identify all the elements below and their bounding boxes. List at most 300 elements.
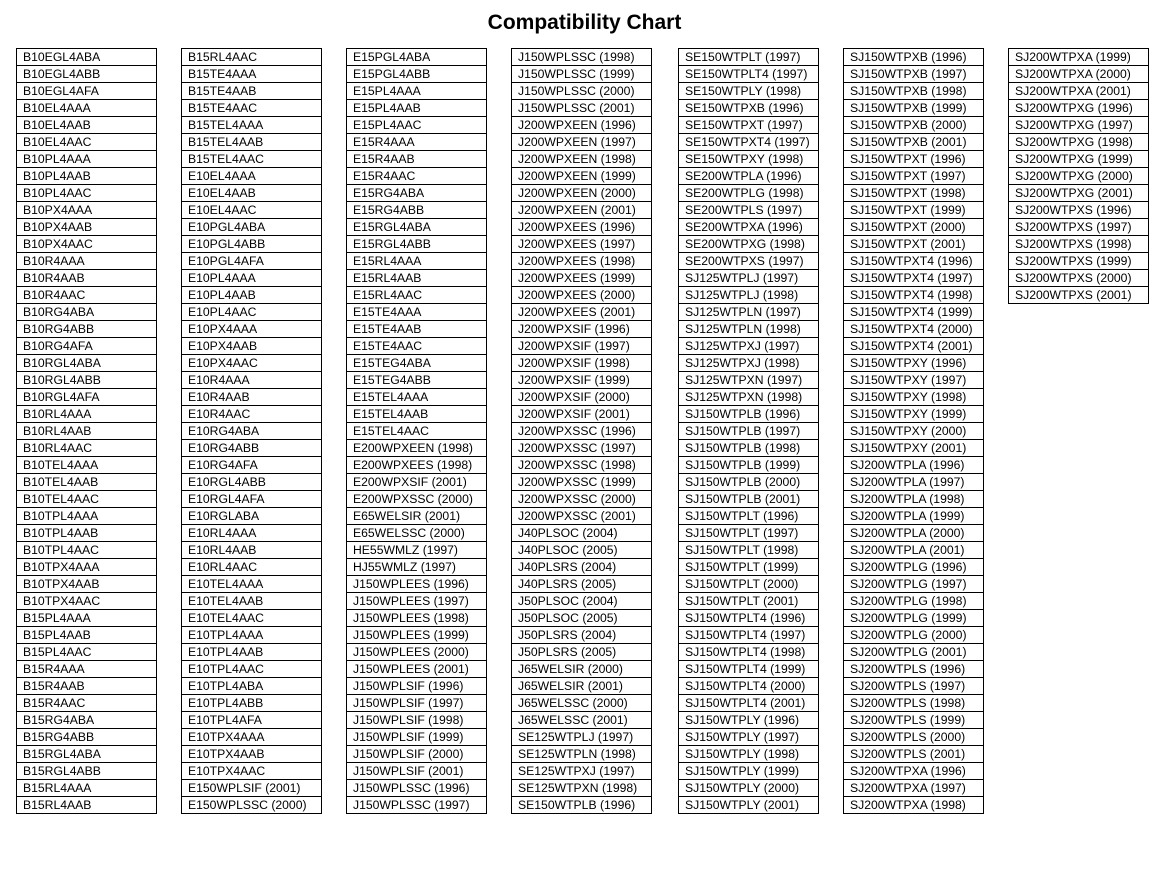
table-row: [512, 338, 652, 355]
table-row: [512, 355, 652, 372]
table-row: [679, 746, 819, 763]
table-row: [17, 372, 157, 389]
model-cell: B10TPL4AAA: [17, 508, 157, 525]
table-row: [679, 576, 819, 593]
table-row: [17, 355, 157, 372]
model-cell: J150WPLEES (1998): [347, 610, 487, 627]
table-row: [844, 457, 984, 474]
model-cell: SJ150WTPLB (1998): [679, 440, 819, 457]
table-row: [844, 321, 984, 338]
model-cell: SE200WTPLG (1998): [679, 185, 819, 202]
table-row: [512, 83, 652, 100]
model-cell: SJ150WTPXT4 (1996): [844, 253, 984, 270]
model-cell: SJ150WTPLB (1997): [679, 423, 819, 440]
table-row: [679, 559, 819, 576]
model-cell: B10TPL4AAC: [17, 542, 157, 559]
model-cell: SJ150WTPLY (2000): [679, 780, 819, 797]
model-cell: SJ200WTPLA (1999): [844, 508, 984, 525]
compatibility-column-4: [511, 48, 652, 814]
model-cell: E10TPX4AAB: [182, 746, 322, 763]
model-cell: B15RG4ABA: [17, 712, 157, 729]
model-cell: J150WPLSSC (1997): [347, 797, 487, 814]
model-cell: B15TE4AAC: [182, 100, 322, 117]
model-cell: J40PLSRS (2004): [512, 559, 652, 576]
model-cell: SE150WTPXB (1996): [679, 100, 819, 117]
table-row: [844, 542, 984, 559]
table-row: [17, 627, 157, 644]
table-row: [844, 134, 984, 151]
table-row: [17, 83, 157, 100]
table-row: [17, 559, 157, 576]
model-cell: SJ200WTPXS (1998): [1009, 236, 1149, 253]
model-cell: E15TEL4AAA: [347, 389, 487, 406]
model-cell: B10RL4AAA: [17, 406, 157, 423]
model-cell: J200WPXEEN (1999): [512, 168, 652, 185]
table-row: [679, 236, 819, 253]
table-row: [844, 202, 984, 219]
table-row: [17, 491, 157, 508]
table-row: [844, 117, 984, 134]
model-cell: SJ200WTPLA (2000): [844, 525, 984, 542]
table-row: [844, 559, 984, 576]
model-cell: J200WPXEES (2000): [512, 287, 652, 304]
model-cell: SJ200WTPLS (1997): [844, 678, 984, 695]
table-row: [512, 525, 652, 542]
table-row: [679, 287, 819, 304]
table-row: [17, 236, 157, 253]
table-row: [182, 287, 322, 304]
table-row: [347, 83, 487, 100]
table-row: [512, 559, 652, 576]
model-cell: E15TE4AAB: [347, 321, 487, 338]
model-cell: E15PGL4ABB: [347, 66, 487, 83]
model-cell: SJ200WTPLA (1997): [844, 474, 984, 491]
model-cell: B10EGL4AFA: [17, 83, 157, 100]
table-row: [844, 304, 984, 321]
model-cell: E10RL4AAC: [182, 559, 322, 576]
table-row: [512, 66, 652, 83]
table-row: [347, 389, 487, 406]
model-cell: SE150WTPXT4 (1997): [679, 134, 819, 151]
table-row: [347, 559, 487, 576]
table-row: [844, 423, 984, 440]
table-row: [844, 355, 984, 372]
model-cell: SJ200WTPXS (2000): [1009, 270, 1149, 287]
table-row: [1009, 100, 1149, 117]
table-row: [182, 49, 322, 66]
model-cell: SJ150WTPLT (1998): [679, 542, 819, 559]
model-cell: E10R4AAC: [182, 406, 322, 423]
model-cell: J200WPXSIF (1997): [512, 338, 652, 355]
model-cell: J150WPLEES (2001): [347, 661, 487, 678]
table-row: [679, 49, 819, 66]
model-cell: E10R4AAB: [182, 389, 322, 406]
table-row: [679, 100, 819, 117]
table-row: [182, 406, 322, 423]
model-cell: SJ150WTPLB (2001): [679, 491, 819, 508]
model-cell: J150WPLEES (1999): [347, 627, 487, 644]
model-cell: SJ150WTPLT4 (1997): [679, 627, 819, 644]
model-cell: B10PX4AAB: [17, 219, 157, 236]
model-cell: B10EL4AAB: [17, 117, 157, 134]
table-row: [1009, 185, 1149, 202]
table-row: [347, 763, 487, 780]
table-row: [182, 66, 322, 83]
compatibility-column-1: [16, 48, 157, 814]
table-row: [347, 49, 487, 66]
model-cell: B10RL4AAB: [17, 423, 157, 440]
table-row: [182, 100, 322, 117]
model-cell: E10EL4AAB: [182, 185, 322, 202]
table-row: [679, 372, 819, 389]
model-cell: SJ150WTPLT (1999): [679, 559, 819, 576]
model-cell: J150WPLSSC (1998): [512, 49, 652, 66]
model-cell: SE150WTPXT (1997): [679, 117, 819, 134]
table-row: [347, 236, 487, 253]
model-cell: B10EGL4ABB: [17, 66, 157, 83]
table-row: [1009, 168, 1149, 185]
model-cell: SJ200WTPXS (1999): [1009, 253, 1149, 270]
table-row: [679, 134, 819, 151]
table-row: [679, 321, 819, 338]
model-cell: E15TEG4ABB: [347, 372, 487, 389]
model-cell: J150WPLSIF (2000): [347, 746, 487, 763]
table-row: [347, 372, 487, 389]
model-cell: SJ150WTPLT (2000): [679, 576, 819, 593]
table-row: [347, 185, 487, 202]
model-cell: SJ150WTPXT (2001): [844, 236, 984, 253]
table-row: [17, 202, 157, 219]
model-cell: E10EL4AAA: [182, 168, 322, 185]
table-row: [679, 389, 819, 406]
table-row: [17, 321, 157, 338]
model-cell: B10EL4AAA: [17, 100, 157, 117]
model-cell: SJ150WTPLY (1996): [679, 712, 819, 729]
table-row: [1009, 83, 1149, 100]
table-row: [512, 202, 652, 219]
table-row: [182, 797, 322, 814]
model-cell: B15R4AAC: [17, 695, 157, 712]
model-cell: E15TE4AAA: [347, 304, 487, 321]
table-row: [844, 389, 984, 406]
model-cell: SJ200WTPXA (1998): [844, 797, 984, 814]
model-cell: E10TPL4AAC: [182, 661, 322, 678]
model-cell: B15RGL4ABB: [17, 763, 157, 780]
table-row: [512, 117, 652, 134]
table-row: [679, 440, 819, 457]
table-row: [347, 168, 487, 185]
model-cell: J200WPXSIF (2000): [512, 389, 652, 406]
table-row: [347, 440, 487, 457]
table-row: [679, 338, 819, 355]
model-cell: E10RGL4AFA: [182, 491, 322, 508]
model-cell: SJ150WTPLT4 (1999): [679, 661, 819, 678]
model-cell: SJ150WTPXY (1998): [844, 389, 984, 406]
model-cell: E10PL4AAB: [182, 287, 322, 304]
table-row: [844, 474, 984, 491]
table-row: [182, 746, 322, 763]
table-row: [17, 168, 157, 185]
table-row: [679, 661, 819, 678]
table-row: [844, 372, 984, 389]
table-row: [347, 712, 487, 729]
table-row: [844, 253, 984, 270]
table-row: [844, 83, 984, 100]
table-row: [347, 202, 487, 219]
table-row: [17, 678, 157, 695]
model-cell: E10RG4AFA: [182, 457, 322, 474]
model-cell: SJ200WTPXG (1998): [1009, 134, 1149, 151]
model-cell: SJ200WTPXA (1999): [1009, 49, 1149, 66]
model-cell: HE55WMLZ (1997): [347, 542, 487, 559]
model-cell: SJ200WTPLG (2001): [844, 644, 984, 661]
model-cell: B10PL4AAB: [17, 168, 157, 185]
model-cell: SE125WTPXN (1998): [512, 780, 652, 797]
model-cell: E15R4AAA: [347, 134, 487, 151]
table-row: [844, 712, 984, 729]
model-cell: B10RGL4ABA: [17, 355, 157, 372]
model-cell: SJ125WTPXJ (1997): [679, 338, 819, 355]
table-row: [182, 219, 322, 236]
table-row: [182, 440, 322, 457]
model-cell: SE150WTPLY (1998): [679, 83, 819, 100]
model-cell: SJ200WTPLA (1998): [844, 491, 984, 508]
table-row: [347, 151, 487, 168]
model-cell: B10PX4AAC: [17, 236, 157, 253]
table-row: [347, 627, 487, 644]
table-row: [679, 525, 819, 542]
table-row: [844, 763, 984, 780]
model-cell: SE150WTPLT (1997): [679, 49, 819, 66]
model-cell: B10TEL4AAA: [17, 457, 157, 474]
model-cell: J200WPXSSC (2001): [512, 508, 652, 525]
table-row: [679, 253, 819, 270]
table-row: [512, 746, 652, 763]
table-row: [512, 627, 652, 644]
table-row: [347, 474, 487, 491]
table-row: [17, 253, 157, 270]
model-cell: J150WPLSIF (2001): [347, 763, 487, 780]
model-cell: SJ150WTPLB (1999): [679, 457, 819, 474]
model-cell: E65WELSSC (2000): [347, 525, 487, 542]
model-cell: E15RL4AAA: [347, 253, 487, 270]
model-cell: B10PL4AAA: [17, 151, 157, 168]
table-row: [17, 712, 157, 729]
model-cell: J200WPXSIF (2001): [512, 406, 652, 423]
table-row: [512, 423, 652, 440]
table-row: [512, 321, 652, 338]
table-row: [512, 780, 652, 797]
table-row: [347, 117, 487, 134]
model-cell: J200WPXSIF (1998): [512, 355, 652, 372]
model-cell: E10RL4AAB: [182, 542, 322, 559]
model-cell: J200WPXEEN (2001): [512, 202, 652, 219]
model-cell: SE200WTPXG (1998): [679, 236, 819, 253]
table-row: [347, 338, 487, 355]
table-row: [17, 440, 157, 457]
table-row: [512, 236, 652, 253]
table-row: [182, 168, 322, 185]
table-row: [512, 168, 652, 185]
model-cell: SJ150WTPLB (1996): [679, 406, 819, 423]
table-row: [182, 474, 322, 491]
table-row: [679, 508, 819, 525]
model-cell: B15RL4AAC: [182, 49, 322, 66]
model-cell: B15TE4AAA: [182, 66, 322, 83]
model-cell: J50PLSRS (2004): [512, 627, 652, 644]
model-cell: E15PL4AAB: [347, 100, 487, 117]
model-cell: B15TEL4AAA: [182, 117, 322, 134]
model-cell: E65WELSIR (2001): [347, 508, 487, 525]
table-row: [182, 780, 322, 797]
model-cell: J200WPXEEN (1996): [512, 117, 652, 134]
table-row: [182, 321, 322, 338]
table-row: [512, 406, 652, 423]
model-cell: SJ150WTPXT4 (1997): [844, 270, 984, 287]
table-row: [1009, 151, 1149, 168]
table-row: [512, 712, 652, 729]
table-row: [844, 695, 984, 712]
model-cell: E15RG4ABB: [347, 202, 487, 219]
model-cell: SJ150WTPXB (1998): [844, 83, 984, 100]
model-cell: B10R4AAA: [17, 253, 157, 270]
table-row: [679, 712, 819, 729]
table-row: [844, 440, 984, 457]
table-row: [17, 389, 157, 406]
model-cell: SJ150WTPXT4 (2001): [844, 338, 984, 355]
table-row: [679, 729, 819, 746]
model-cell: SJ150WTPXB (1997): [844, 66, 984, 83]
table-row: [679, 355, 819, 372]
model-cell: SJ150WTPXT (1997): [844, 168, 984, 185]
table-row: [182, 729, 322, 746]
table-row: [679, 780, 819, 797]
model-cell: SJ150WTPLT4 (2001): [679, 695, 819, 712]
model-cell: J200WPXSIF (1996): [512, 321, 652, 338]
model-cell: SJ150WTPLT (1997): [679, 525, 819, 542]
model-cell: SJ125WTPLN (1998): [679, 321, 819, 338]
model-cell: B10TPL4AAB: [17, 525, 157, 542]
table-row: [347, 66, 487, 83]
table-row: [347, 406, 487, 423]
model-cell: SJ200WTPLG (1996): [844, 559, 984, 576]
model-cell: SJ125WTPLJ (1997): [679, 270, 819, 287]
model-cell: B10RG4AFA: [17, 338, 157, 355]
table-row: [512, 491, 652, 508]
model-cell: B15RL4AAB: [17, 797, 157, 814]
table-row: [512, 100, 652, 117]
table-row: [347, 542, 487, 559]
model-cell: E10TPX4AAC: [182, 763, 322, 780]
table-row: [347, 695, 487, 712]
table-row: [17, 695, 157, 712]
model-cell: J150WPLEES (2000): [347, 644, 487, 661]
model-cell: SJ200WTPXA (1997): [844, 780, 984, 797]
table-row: [512, 644, 652, 661]
model-cell: J150WPLSIF (1996): [347, 678, 487, 695]
table-row: [844, 66, 984, 83]
model-cell: B15PL4AAC: [17, 644, 157, 661]
model-cell: E10TPL4AAB: [182, 644, 322, 661]
table-row: [17, 423, 157, 440]
model-cell: SJ200WTPLS (2000): [844, 729, 984, 746]
table-row: [844, 780, 984, 797]
table-row: [17, 763, 157, 780]
model-cell: SJ150WTPXY (1997): [844, 372, 984, 389]
table-row: [182, 423, 322, 440]
model-cell: E10PGL4AFA: [182, 253, 322, 270]
model-cell: E200WPXEES (1998): [347, 457, 487, 474]
model-cell: B10EL4AAC: [17, 134, 157, 151]
table-row: [182, 627, 322, 644]
model-cell: J200WPXSSC (1996): [512, 423, 652, 440]
table-row: [182, 457, 322, 474]
model-cell: B15TEL4AAC: [182, 151, 322, 168]
table-row: [679, 644, 819, 661]
model-cell: SE150WTPLB (1996): [512, 797, 652, 814]
table-row: [17, 644, 157, 661]
table-row: [347, 644, 487, 661]
table-row: [182, 644, 322, 661]
model-cell: E15TE4AAC: [347, 338, 487, 355]
table-row: [512, 508, 652, 525]
model-cell: SJ200WTPXA (2001): [1009, 83, 1149, 100]
table-row: [1009, 219, 1149, 236]
model-cell: B15RG4ABB: [17, 729, 157, 746]
table-row: [844, 627, 984, 644]
table-row: [512, 253, 652, 270]
model-cell: B10PL4AAC: [17, 185, 157, 202]
table-row: [17, 746, 157, 763]
table-row: [679, 168, 819, 185]
table-row: [17, 270, 157, 287]
table-row: [347, 610, 487, 627]
model-cell: SJ150WTPXY (1996): [844, 355, 984, 372]
table-row: [182, 695, 322, 712]
model-cell: SJ150WTPXB (1996): [844, 49, 984, 66]
table-row: [1009, 66, 1149, 83]
table-row: [844, 797, 984, 814]
table-row: [512, 151, 652, 168]
table-row: [679, 406, 819, 423]
table-row: [17, 661, 157, 678]
model-cell: B10RL4AAC: [17, 440, 157, 457]
model-cell: E10PGL4ABA: [182, 219, 322, 236]
model-cell: J150WPLSSC (2000): [512, 83, 652, 100]
model-cell: B10TEL4AAC: [17, 491, 157, 508]
table-row: [844, 610, 984, 627]
table-row: [182, 678, 322, 695]
compatibility-column-6: [843, 48, 984, 814]
table-row: [182, 763, 322, 780]
table-row: [512, 695, 652, 712]
table-row: [17, 542, 157, 559]
model-cell: E10PX4AAA: [182, 321, 322, 338]
model-cell: SJ150WTPXY (2001): [844, 440, 984, 457]
table-row: [347, 797, 487, 814]
model-cell: J40PLSOC (2005): [512, 542, 652, 559]
table-row: [512, 49, 652, 66]
model-cell: J150WPLSIF (1999): [347, 729, 487, 746]
table-row: [512, 372, 652, 389]
table-row: [844, 338, 984, 355]
model-cell: SJ150WTPLY (2001): [679, 797, 819, 814]
model-cell: J65WELSSC (2000): [512, 695, 652, 712]
table-row: [679, 695, 819, 712]
table-row: [182, 389, 322, 406]
model-cell: SJ150WTPLT4 (1996): [679, 610, 819, 627]
table-row: [17, 287, 157, 304]
